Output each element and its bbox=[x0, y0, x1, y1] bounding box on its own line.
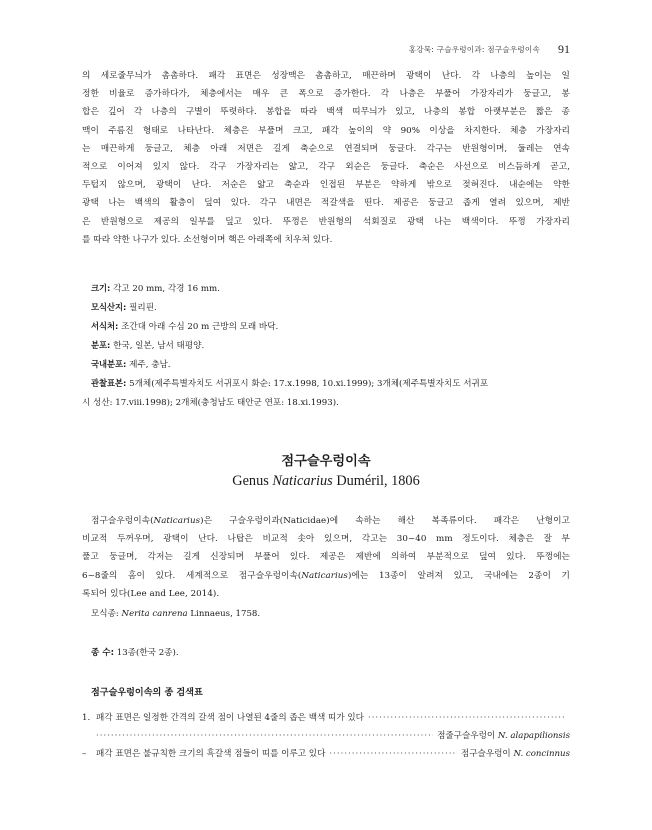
habitat-value: 조간대 아래 수심 20 m 근방의 모래 바닥. bbox=[121, 322, 279, 333]
text-span: 점구슬우렁이속( bbox=[91, 516, 154, 526]
key-title: 점구슬우렁이속의 종 검색표 bbox=[91, 688, 203, 698]
genus-name-italic: Naticarius bbox=[153, 516, 201, 526]
key-couplet-1 bbox=[82, 711, 570, 723]
key-text: 패각 표면은 일정한 간격의 갈색 점이 나열된 4줄의 좁은 백색 띠가 있다 bbox=[96, 713, 364, 723]
key-result-korean: 점구슬우렁이 bbox=[460, 749, 514, 759]
type-species-label: 모식종: bbox=[91, 609, 122, 619]
key-text: 패각 표면은 불규칙한 크기의 흑갈색 점들이 띠를 이루고 있다 bbox=[96, 749, 326, 759]
page-header bbox=[82, 44, 570, 60]
type-species-author: Linnaeus, 1758. bbox=[187, 609, 261, 619]
leader-dots bbox=[329, 749, 457, 759]
text-line: 풀고 둥글며, 각저는 길게 신장되며 부풀어 있다. 제공은 제반에 의하여 부분적으로 덮여 있다. 뚜껑에는 bbox=[82, 552, 570, 563]
text-line: 두텁지 않으며, 광택이 난다. 저순은 얇고 축순과 인접된 부분은 약하게 밖으로 젖혀진다. 내순에는 약한 bbox=[82, 180, 570, 191]
type-locality-value: 필리핀. bbox=[129, 303, 157, 314]
text-span: 6~8줄의 홈이 있다. 세계적으로 점구슬우렁이속( bbox=[82, 570, 302, 581]
genus-title-prefix: Genus bbox=[232, 473, 273, 489]
genus-name-italic: Naticarius bbox=[301, 570, 348, 581]
size-row bbox=[91, 279, 571, 298]
specimens-row bbox=[82, 374, 571, 411]
domestic-distribution-value: 제주, 충남. bbox=[129, 360, 171, 371]
species-count-label: 종 수: bbox=[91, 648, 115, 658]
genus-description bbox=[82, 512, 570, 603]
specimens-value-line1: 5개체(제주특별자치도 서귀포시 화순: 17.x.1998, 10.xi.1999); 3개체(제주특별자치도 서귀포 bbox=[129, 379, 489, 390]
type-species bbox=[91, 607, 260, 619]
key-result-scientific: N. concinnus bbox=[513, 749, 570, 759]
text-line: 의 세로줄무늬가 촘촘하다. 패각 표면은 성장맥은 촘촘하고, 매끈하며 광택이 난다. 각 나층의 높이는 일 bbox=[82, 71, 570, 81]
text-line: 는 매끈하게 둥글고, 체층 아래 저면은 길게 축순으로 연결되며 둥글다. 각구는 반원형이며, 둘레는 연속 bbox=[82, 143, 570, 154]
domestic-distribution-label: 국내분포: bbox=[91, 359, 127, 370]
text-span: )은 구슬우렁이과(Naticidae)에 속하는 해산 복족류이다. 패각은 난형이고 bbox=[200, 516, 570, 526]
species-count bbox=[91, 646, 179, 658]
genus-title-name: Naticarius bbox=[272, 473, 333, 489]
key-result-korean: 점줄구슬우렁이 bbox=[437, 731, 498, 741]
species-fields bbox=[82, 279, 571, 412]
page-number: 91 bbox=[558, 42, 570, 56]
description-paragraph bbox=[82, 67, 570, 249]
text-line: 합은 깊어 각 나층의 구별이 뚜렷하다. 봉합을 따라 백색 띠무늬가 있고, 나층의 봉합 아랫부분은 짧은 종 bbox=[82, 107, 570, 118]
text-line: 광택 나는 백색의 활층이 덮여 있다. 각구 내면은 적갈색을 띤다. 제공은 둥글고 좁게 열려 있으며, 제반 bbox=[82, 198, 570, 209]
text-line bbox=[82, 512, 570, 530]
type-locality-row bbox=[91, 298, 571, 317]
key-result bbox=[437, 729, 570, 741]
size-value: 각고 20 mm, 각경 16 mm. bbox=[113, 284, 220, 294]
text-line: 적으로 이어져 있지 않다. 각구 가장자리는 얇고, 각구 외순은 둥글다. 축순은 사선으로 비스듬하게 곧고, bbox=[82, 162, 570, 173]
habitat-row bbox=[91, 317, 571, 336]
genus-title-author: Duméril, 1806 bbox=[332, 473, 420, 489]
text-line: 록되어 있다(Lee and Lee, 2014). bbox=[82, 588, 220, 599]
type-species-name: Nerita canrena bbox=[121, 609, 188, 619]
key-number: – bbox=[82, 749, 87, 759]
key-result bbox=[461, 747, 570, 759]
text-line: 맥이 주름진 형태로 나타난다. 체층은 부풀며 크고, 패각 높이의 약 90% 이상을 차지한다. 체층 가장자리 bbox=[82, 125, 570, 136]
habitat-label: 서식처: bbox=[91, 321, 119, 332]
text-line: 정한 비율로 증가하다가, 체층에서는 매우 큰 폭으로 증가한다. 각 나층은 부풀어 가장자리가 둥글고, 봉 bbox=[82, 89, 570, 100]
key-couplet-2 bbox=[82, 747, 570, 759]
species-count-value: 13종(한국 2종). bbox=[116, 648, 179, 658]
text-line: 비교적 두꺼우며, 광택이 난다. 나탑은 비교적 솟아 있으며, 각고는 30~40 mm 정도이다. 체층은 잘 부 bbox=[82, 534, 570, 545]
distribution-label: 분포: bbox=[91, 340, 111, 351]
text-line: 를 따라 약한 나구가 있다. 소선형이며 핵은 아래쪽에 치우쳐 있다. bbox=[82, 234, 333, 245]
domestic-distribution-row bbox=[91, 355, 571, 374]
key-number: 1. bbox=[82, 713, 91, 723]
leader-dots bbox=[368, 713, 566, 723]
text-span: )에는 13종이 알려져 있고, 국내에는 2종이 기 bbox=[347, 570, 570, 581]
genus-title-korean: 점구슬우렁이속 bbox=[281, 454, 371, 469]
distribution-value: 한국, 일본, 남서 태평양. bbox=[113, 341, 205, 352]
specimens-label: 관찰표본: bbox=[91, 378, 127, 389]
type-locality-label: 모식산지: bbox=[91, 302, 127, 313]
leader-dots bbox=[96, 731, 433, 741]
distribution-row bbox=[91, 336, 571, 355]
key-result-scientific: N. alapapilionsis bbox=[497, 731, 570, 741]
genus-title-english bbox=[0, 473, 652, 490]
specimens-value-line2: 시 성산: 17.viii.1998); 2개체(충청남도 태안군 연포: 18.xi.1993). bbox=[82, 397, 339, 408]
size-label: 크기: bbox=[91, 283, 111, 293]
running-title: 홍강묵: 구슬우렁이과: 점구슬우렁이속 bbox=[408, 45, 540, 54]
text-line bbox=[82, 567, 570, 585]
key-couplet-1-result bbox=[82, 729, 570, 741]
text-line: 은 반원형으로 제공의 일부를 덮고 있다. 뚜껑은 반원형의 석회질로 광택 나는 백색이다. 뚜껑 가장자리 bbox=[82, 216, 570, 227]
